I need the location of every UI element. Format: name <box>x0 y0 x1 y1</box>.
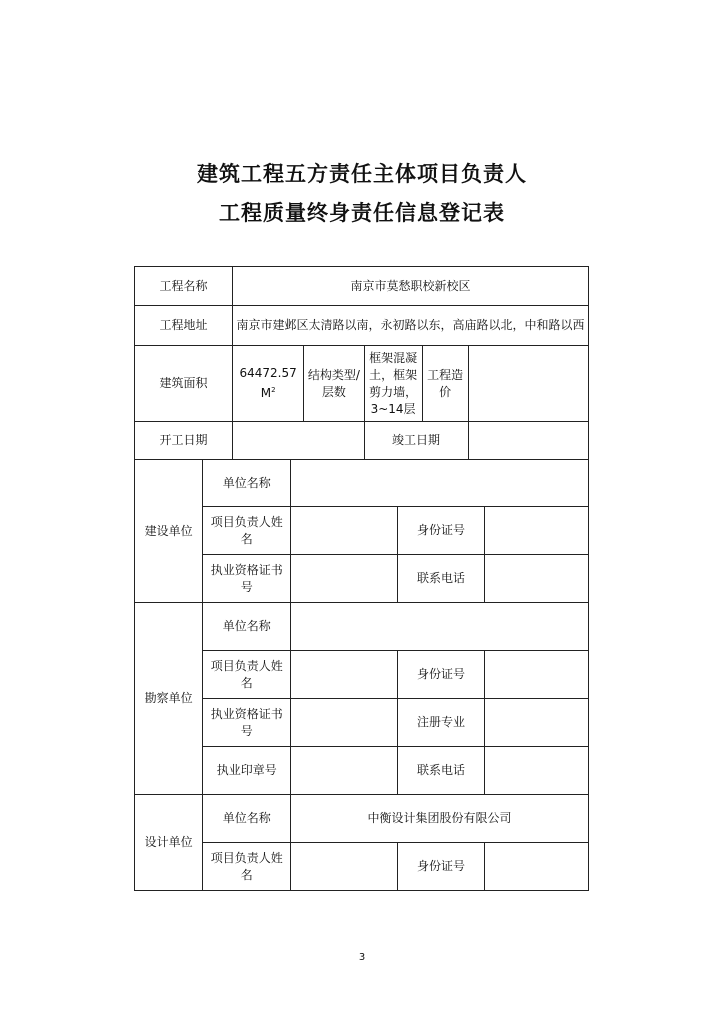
design-id-label: 身份证号 <box>398 843 485 891</box>
project-address-value[interactable]: 南京市建邺区太清路以南，永初路以东，高庙路以北，中和路以西 <box>232 306 588 346</box>
construction-cert-label: 执业资格证书号 <box>203 555 291 603</box>
dates-row <box>135 422 589 460</box>
building-area-number: 64472.57 <box>239 366 297 380</box>
cost-label: 工程造价 <box>422 346 468 422</box>
survey-cert-label: 执业资格证书号 <box>203 699 291 747</box>
construction-phone-label: 联系电话 <box>398 555 485 603</box>
project-name-value[interactable]: 南京市莫愁职校新校区 <box>232 267 588 306</box>
construction-unit-name-value[interactable] <box>291 460 589 507</box>
form-title-line1: 建筑工程五方责任主体项目负责人 <box>197 162 527 186</box>
survey-leader-label: 项目负责人姓名 <box>203 651 291 699</box>
design-unit-label: 设计单位 <box>135 795 203 891</box>
project-address-label: 工程地址 <box>135 306 233 346</box>
survey-seal-label: 执业印章号 <box>203 747 291 795</box>
survey-id-label: 身份证号 <box>398 651 485 699</box>
form-title-line2: 工程质量终身责任信息登记表 <box>219 201 505 225</box>
construction-cert-value[interactable] <box>291 555 398 603</box>
construction-unit-name-label: 单位名称 <box>203 460 291 507</box>
design-leader-label: 项目负责人姓名 <box>203 843 291 891</box>
design-leader-value[interactable] <box>291 843 398 891</box>
survey-phone-label: 联系电话 <box>398 747 485 795</box>
survey-leader-row <box>135 651 589 699</box>
construction-id-value[interactable] <box>484 507 588 555</box>
survey-leader-value[interactable] <box>291 651 398 699</box>
construction-unit-name-row <box>135 460 589 507</box>
survey-seal-row <box>135 747 589 795</box>
design-id-value[interactable] <box>484 843 588 891</box>
survey-specialty-value[interactable] <box>484 699 588 747</box>
building-area-label: 建筑面积 <box>135 346 233 422</box>
project-address-row <box>135 306 589 346</box>
survey-unit-name-value[interactable] <box>291 603 589 651</box>
structure-label: 结构类型/层数 <box>304 346 364 422</box>
cost-value[interactable] <box>468 346 588 422</box>
construction-unit-label: 建设单位 <box>135 460 203 603</box>
construction-leader-value[interactable] <box>291 507 398 555</box>
building-area-value[interactable] <box>232 346 303 422</box>
start-date-value[interactable] <box>232 422 364 460</box>
construction-leader-label: 项目负责人姓名 <box>203 507 291 555</box>
survey-unit-name-label: 单位名称 <box>203 603 291 651</box>
building-area-unit: M <box>260 386 272 400</box>
construction-leader-row <box>135 507 589 555</box>
building-area-unit-sup: 2 <box>271 386 276 394</box>
project-name-label: 工程名称 <box>135 267 233 306</box>
construction-cert-row <box>135 555 589 603</box>
end-date-value[interactable] <box>468 422 588 460</box>
design-unit-name-value[interactable]: 中衡设计集团股份有限公司 <box>291 795 589 843</box>
survey-cert-row <box>135 699 589 747</box>
page-number: 3 <box>358 952 366 963</box>
survey-unit-label: 勘察单位 <box>135 603 203 795</box>
design-leader-row <box>135 843 589 891</box>
construction-phone-value[interactable] <box>484 555 588 603</box>
survey-unit-name-row <box>135 603 589 651</box>
end-date-label: 竣工日期 <box>364 422 468 460</box>
survey-phone-value[interactable] <box>484 747 588 795</box>
building-area-row <box>135 346 589 422</box>
survey-cert-value[interactable] <box>291 699 398 747</box>
survey-seal-value[interactable] <box>291 747 398 795</box>
registration-form-table <box>134 266 589 891</box>
start-date-label: 开工日期 <box>135 422 233 460</box>
survey-id-value[interactable] <box>484 651 588 699</box>
project-name-row <box>135 267 589 306</box>
design-unit-name-label: 单位名称 <box>203 795 291 843</box>
design-unit-name-row <box>135 795 589 843</box>
construction-id-label: 身份证号 <box>398 507 485 555</box>
survey-specialty-label: 注册专业 <box>398 699 485 747</box>
structure-value[interactable]: 框架混凝土，框架剪力墙，3~14层 <box>364 346 422 422</box>
